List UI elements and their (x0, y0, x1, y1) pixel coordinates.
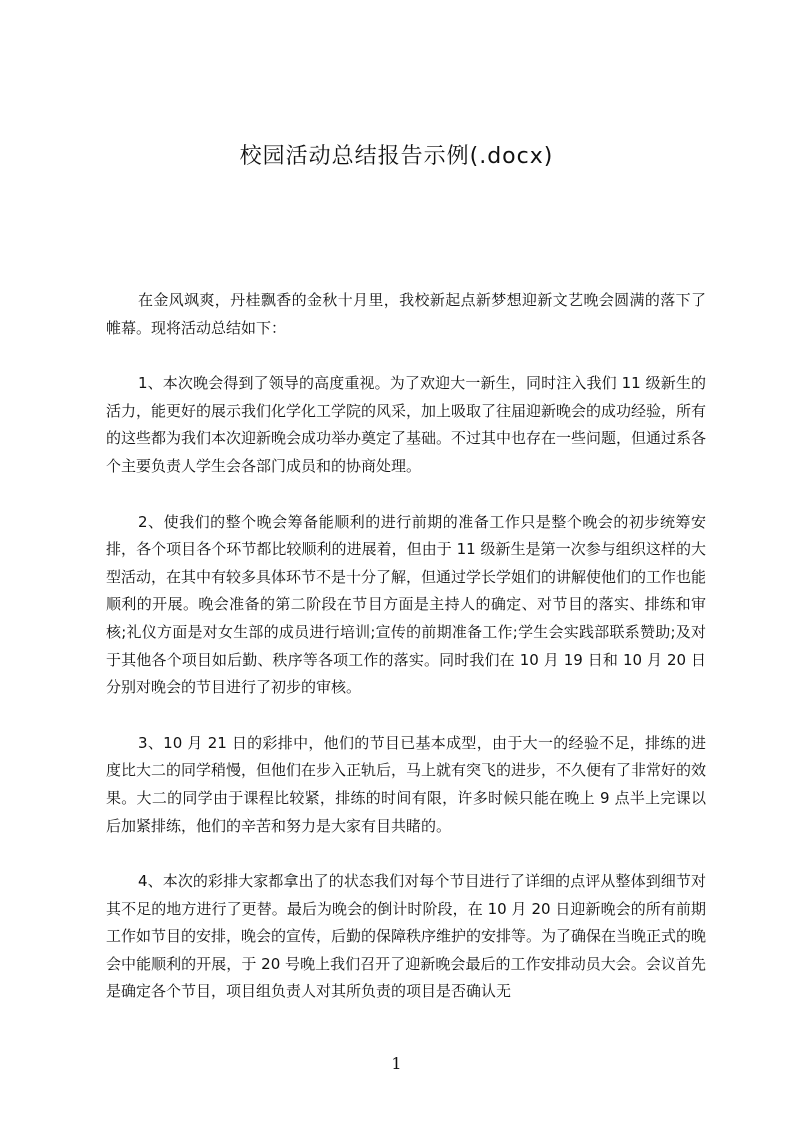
page-number: 1 (391, 1054, 402, 1073)
document-title: 校园活动总结报告示例(.docx) (239, 144, 554, 169)
paragraph-4: 4、本次的彩排大家都拿出了的状态我们对每个节目进行了详细的点评从整体到细节对其不足的地方进行了更替。最后为晚会的倒计时阶段，在 10 月 20 日迎新晚会的所有前期工作如节目的安排，晚会的宣传，后勤的保障秩序维护的安排等。为了确保在当晚正式的晚会中能顺利的开展，于 20 号晚上我们召开了迎新晚会最后的工作安排动员大会。会议首先是确定各个节目，项目组负责人对其所负责的项目是否确认无 (106, 872, 707, 1001)
document-body (106, 287, 706, 1034)
paragraph-3: 3、10 月 21 日的彩排中，他们的节目已基本成型，由于大一的经验不足，排练的进度比大二的同学稍慢，但他们在步入正轨后，马上就有突飞的进步，不久便有了非常好的效果。大二的同学由于课程比较紧，排练的时间有限，许多时候只能在晚上 9 点半上完课以后加紧排练，他们的辛苦和努力是大家有目共睹的。 (106, 733, 707, 835)
paragraph-2: 2、使我们的整个晚会筹备能顺利的进行前期的准备工作只是整个晚会的初步统筹安排，各个项目各个环节都比较顺利的进展着，但由于 11 级新生是第一次参与组织这样的大型活动，在其中有较多具体环节不是十分了解，但通过学长学姐们的讲解使他们的工作也能顺利的开展。晚会准备的第二阶段在节目方面是主持人的确定、对节目的落实、排练和审核;礼仪方面是对女生部的成员进行培训;宣传的前期准备工作;学生会实践部联系赞助;及对于其他各个项目如后勤、秩序等各项工作的落实。同时我们在 10 月 19 日和 10 月 20 日分别对晚会的节目进行了初步的审核。 (106, 512, 707, 697)
paragraph-1: 1、本次晚会得到了领导的高度重视。为了欢迎大一新生，同时注入我们 11 级新生的活力，能更好的展示我们化学化工学院的风采，加上吸取了往届迎新晚会的成功经验，所有的这些都为我们本次迎新晚会成功举办奠定了基础。不过其中也存在一些问题，但通过系各个主要负责人学生会各部门成员和的协商处理。 (106, 374, 707, 475)
paragraph-intro: 在金风飒爽，丹桂飘香的金秋十月里，我校新起点新梦想迎新文艺晚会圆满的落下了帷幕。现将活动总结如下： (106, 291, 706, 337)
